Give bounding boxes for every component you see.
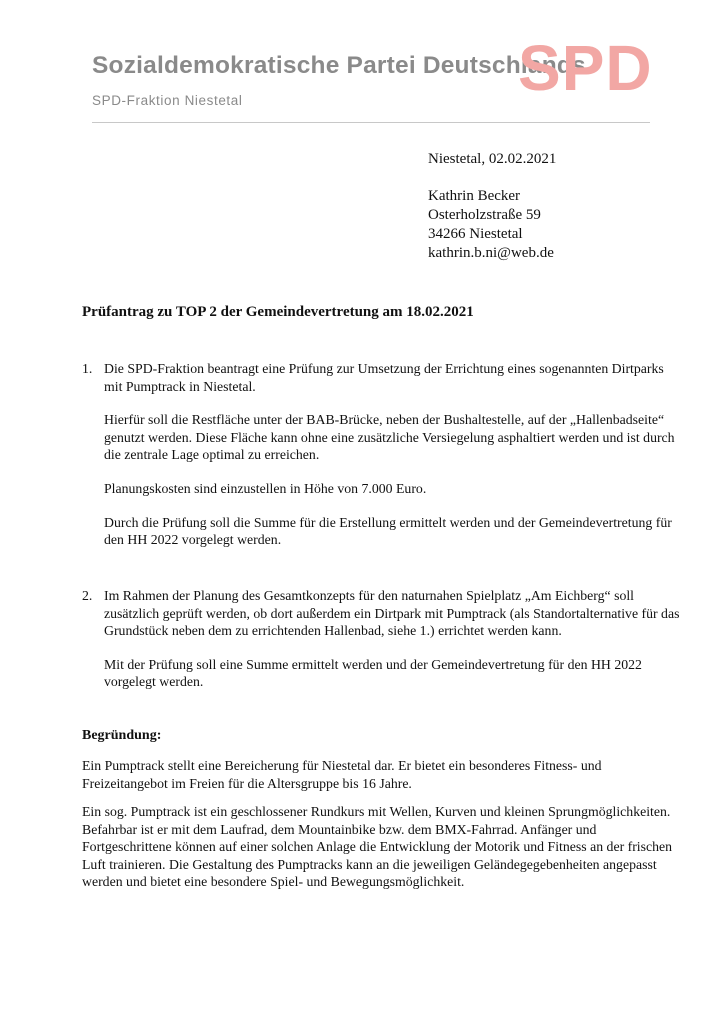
item-paragraph: Die SPD-Fraktion beantragt eine Prüfung zur Umsetzung der Errichtung eines sogenannten Dirtparks mit Pumptrack in Niestetal. — [104, 361, 664, 394]
sender-city: 34266 Niestetal — [428, 226, 523, 242]
item-paragraph: Mit der Prüfung soll eine Summe ermittelt werden und der Gemeindevertretung für den HH 2022 vorgelegt werden. — [104, 656, 642, 690]
document-subject: Prüfantrag zu TOP 2 der Gemeindevertretung am 18.02.2021 — [82, 304, 474, 320]
place-date: Niestetal, 02.02.2021 — [428, 151, 557, 167]
motion-item-2 — [82, 587, 682, 707]
item-paragraph: Planungskosten sind einzustellen in Höhe von 7.000 Euro. — [104, 480, 427, 496]
sender-street: Osterholzstraße 59 — [428, 207, 541, 223]
sender-name: Kathrin Becker — [428, 188, 521, 204]
header-divider — [92, 122, 650, 123]
faction-name: SPD-Fraktion Niestetal — [92, 93, 243, 108]
justification-paragraph-1: Ein Pumptrack stellt eine Bereicherung für Niestetal dar. Er bietet ein besonderes Fitness- und Freizeitangebot im Freien für die Altersgruppe bis 16 Jahre. — [82, 758, 602, 791]
sender-block — [428, 150, 556, 263]
sender-email: kathrin.b.ni@web.de — [428, 245, 554, 261]
item-number: 1. — [82, 361, 93, 376]
justification-paragraph-2: Ein sog. Pumptrack ist ein geschlossener Rundkurs mit Wellen, Kurven und kleinen Sprungmöglichkeiten. Befahrbar ist er mit dem Laufrad, dem Mountainbike bzw. dem BMX-Fahrrad. Anfänger und Fortgeschrittene können auf einer solchen Anlage die Entwicklung der Motorik und Fitness an der frischen Luft trainieren. Die Gestaltung des Pumptracks kann an die jeweiligen Geländegegebenheiten angepasst werden und bietet eine besondere Spiel- und Bewegungsmöglichkeit. — [82, 804, 673, 890]
justification-heading: Begründung: — [82, 728, 162, 743]
item-paragraph: Im Rahmen der Planung des Gesamtkonzepts für den naturnahen Spielplatz „Am Eichberg“ soll zusätzlich geprüft werden, ob dort außerdem ein Dirtpark mit Pumptrack (als Standortalternative für das Grundstück neben dem zu errichtenden Hallenbad, siehe 1.) errichtet werden kann. — [104, 588, 680, 639]
spd-logo: SPD — [518, 32, 653, 104]
organization-name: Sozialdemokratische Partei Deutschlands — [92, 52, 586, 79]
item-number: 2. — [82, 588, 93, 603]
item-paragraph: Hierfür soll die Restfläche unter der BAB-Brücke, neben der Bushaltestelle, auf der „Hallenbadseite“ genutzt werden. Diese Fläche kann ohne eine zusätzliche Versiegelung asphaltiert werden und ist durch die zentrale Lage optimal zu erreichen. — [104, 412, 675, 463]
motion-item-1 — [82, 360, 682, 565]
item-paragraph: Durch die Prüfung soll die Summe für die Erstellung ermittelt werden und der Gemeindevertretung für den HH 2022 vorgelegt werden. — [104, 514, 672, 548]
